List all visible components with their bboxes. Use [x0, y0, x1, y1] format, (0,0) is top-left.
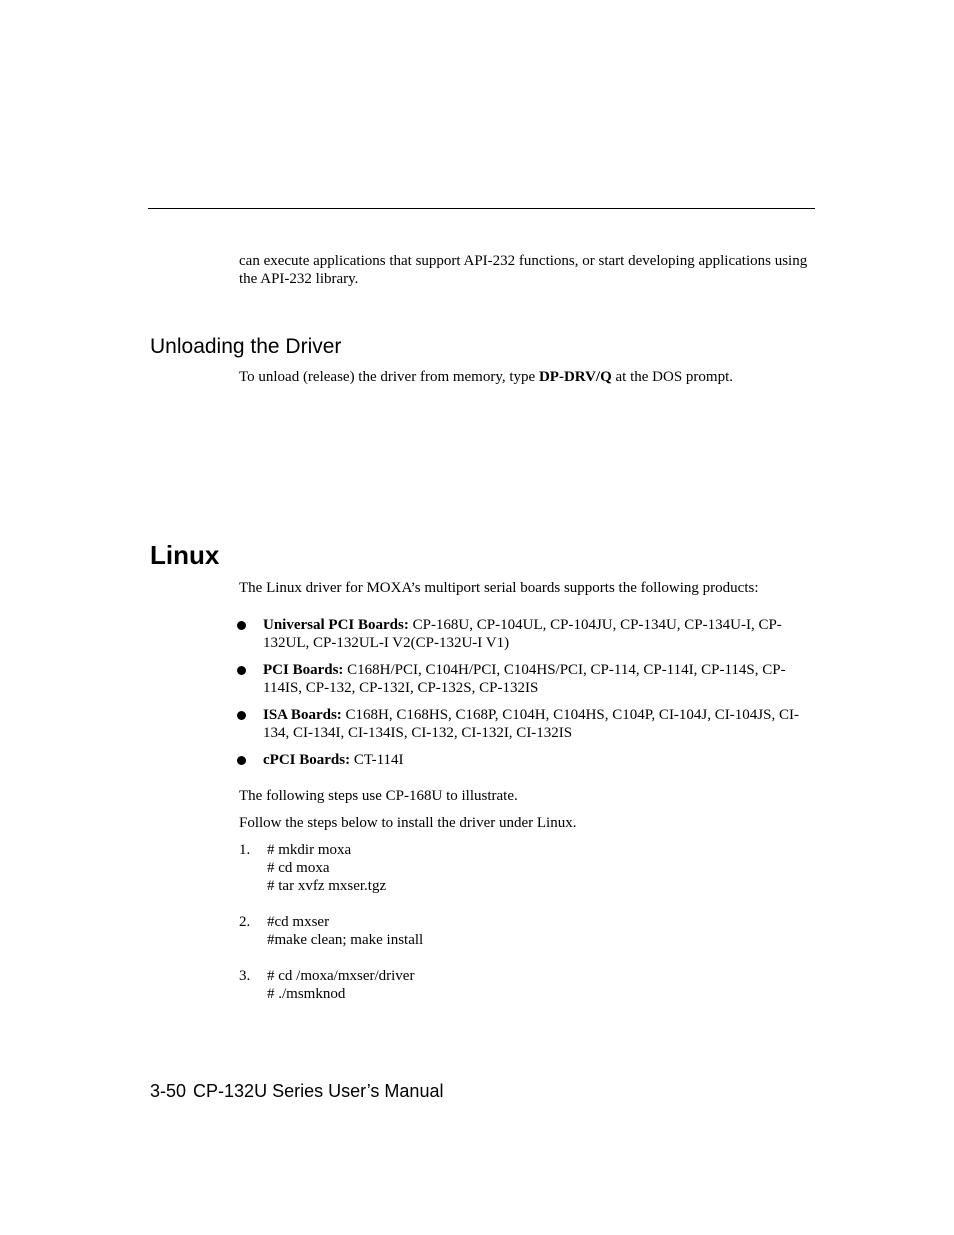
- steps-note: The following steps use CP-168U to illustrate.: [239, 788, 518, 804]
- install-step: [239, 841, 809, 895]
- board-models: C168H, C168HS, C168P, C104H, C104HS, C104P, CI-104J, CI-104JS, CI-134, CI-134I, CI-134IS, CI-132, CI-132I, CI-132IS: [263, 707, 799, 741]
- install-step: [239, 967, 809, 1003]
- unloading-instruction: [239, 368, 809, 386]
- board-models: CP-168U, CP-104UL, CP-104JU, CP-134U, CP-134U-I, CP-132UL, CP-132UL-I V2(CP-132U-I V1): [263, 617, 782, 651]
- unloading-text-before: To unload (release) the driver from memory, type: [239, 369, 539, 385]
- board-models: CT-114I: [350, 752, 404, 768]
- board-category-label: ISA Boards:: [263, 707, 342, 723]
- follow-note: Follow the steps below to install the driver under Linux.: [239, 815, 577, 831]
- install-step: [239, 913, 809, 949]
- unload-command: DP-DRV/Q: [538, 369, 612, 385]
- board-list-item: [239, 661, 809, 697]
- command-line: # tar xvfz mxser.tgz: [267, 878, 387, 894]
- bullet-icon: [237, 756, 246, 765]
- board-category-label: PCI Boards:: [263, 662, 344, 678]
- board-list-item: [239, 616, 809, 652]
- board-list: [239, 616, 809, 778]
- install-steps: [239, 841, 809, 1021]
- command-line: #make clean; make install: [267, 932, 424, 948]
- linux-intro: The Linux driver for MOXA’s multiport serial boards supports the following products:: [239, 580, 759, 596]
- intro-paragraph: can execute applications that support API-232 functions, or start developing applications using the API-232 library.: [239, 253, 808, 287]
- board-category-label: cPCI Boards:: [263, 752, 351, 768]
- manual-title: CP-132U Series User’s Manual: [193, 1081, 444, 1101]
- section-heading-linux: Linux: [150, 540, 220, 570]
- command-line: # ./msmknod: [267, 986, 346, 1002]
- board-list-item: [239, 751, 809, 769]
- unloading-text-after: at the DOS prompt.: [611, 369, 733, 385]
- step-number: 3.: [239, 968, 251, 984]
- command-line: # cd moxa: [267, 860, 330, 876]
- step-number: 1.: [239, 842, 251, 858]
- step-number: 2.: [239, 914, 251, 930]
- page-number: 3-50: [150, 1081, 187, 1101]
- page-footer: [150, 1080, 443, 1102]
- bullet-icon: [237, 711, 246, 720]
- command-line: # cd /moxa/mxser/driver: [267, 968, 415, 984]
- command-line: #cd mxser: [267, 914, 330, 930]
- board-category-label: Universal PCI Boards:: [263, 617, 409, 633]
- board-models: C168H/PCI, C104H/PCI, C104HS/PCI, CP-114, CP-114I, CP-114S, CP-114IS, CP-132, CP-132I, CP-132S, CP-132IS: [263, 662, 786, 696]
- command-line: # mkdir moxa: [267, 842, 352, 858]
- header-rule: [148, 208, 815, 209]
- bullet-icon: [237, 666, 246, 675]
- bullet-icon: [237, 621, 246, 630]
- board-list-item: [239, 706, 809, 742]
- section-heading-unloading: Unloading the Driver: [150, 335, 342, 358]
